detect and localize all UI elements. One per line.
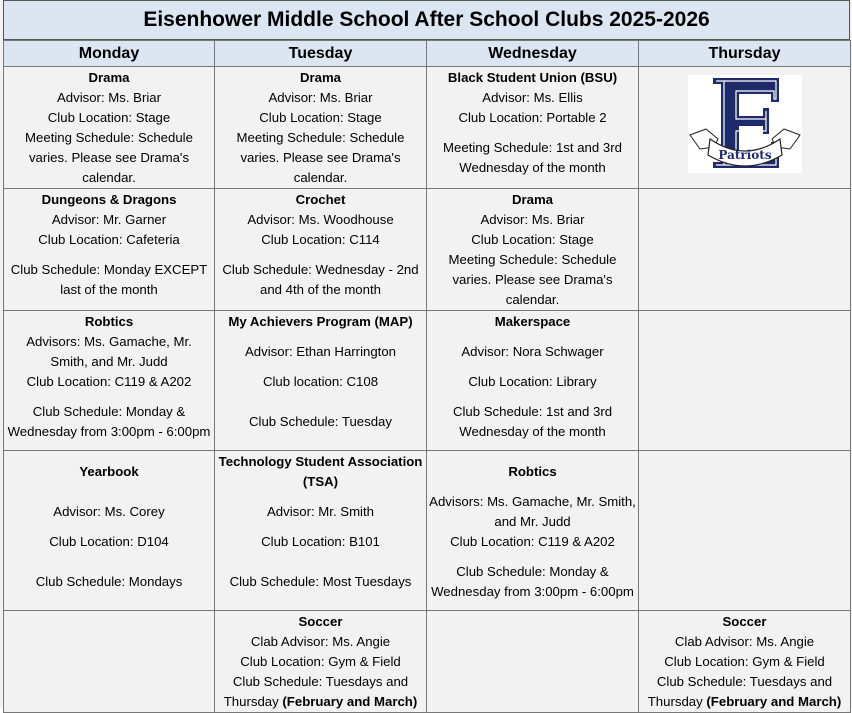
club-schedule: Meeting Schedule: Schedule varies. Please see Drama's calendar.	[448, 252, 617, 307]
club-location: Club Location: Portable 2	[458, 110, 607, 125]
club-name: Yearbook	[79, 464, 139, 479]
cell-thursday-logo[interactable]	[639, 67, 851, 189]
cell-empty[interactable]	[639, 311, 851, 451]
table-row	[4, 611, 851, 713]
sheet-title[interactable]: Eisenhower Middle School After School Clubs 2025-2026	[3, 0, 850, 40]
cell-monday-dnd[interactable]	[4, 189, 215, 311]
club-schedule-months: (February and March)	[706, 694, 842, 709]
table-row	[4, 311, 851, 451]
club-location: Club Location: Gym & Field	[240, 654, 401, 669]
club-location: Club Location: Stage	[47, 110, 171, 125]
club-name: Drama	[299, 70, 342, 85]
day-header-wednesday[interactable]: Wednesday	[427, 41, 639, 67]
patriots-logo	[688, 75, 802, 173]
club-name: Drama	[511, 192, 554, 207]
club-name: Makerspace	[494, 314, 571, 329]
club-advisor: Advisor: Mr. Smith	[267, 504, 374, 519]
club-schedule: Meeting Schedule: Schedule varies. Please see Drama's calendar.	[236, 130, 405, 185]
club-schedule: Club Schedule: Monday EXCEPT last of the month	[10, 262, 208, 297]
day-header-monday[interactable]: Monday	[4, 41, 215, 67]
club-name: Soccer	[722, 614, 767, 629]
club-advisor: Advisors: Ms. Gamache, Mr. Smith, and Mr. Judd	[26, 334, 192, 369]
club-schedule: Meeting Schedule: 1st and 3rd Wednesday of the month	[443, 140, 622, 175]
club-schedule: Club Schedule: Mondays	[35, 574, 183, 589]
club-advisor: Advisor: Ethan Harrington	[245, 344, 396, 359]
club-name: My Achievers Program (MAP)	[228, 314, 413, 329]
club-advisor: Advisor: Ms. Briar	[268, 90, 373, 105]
cell-tuesday-drama[interactable]	[215, 67, 427, 189]
cell-tuesday-map[interactable]	[215, 311, 427, 451]
club-name: Technology Student Association (TSA)	[218, 454, 423, 489]
clubs-table	[3, 40, 851, 713]
cell-wednesday-robtics[interactable]	[427, 451, 639, 611]
table-row	[4, 67, 851, 189]
club-advisor: Advisor: Ms. Corey	[53, 504, 165, 519]
cell-wednesday-makerspace[interactable]	[427, 311, 639, 451]
club-location: Club Location: D104	[49, 534, 169, 549]
club-advisor: Advisor: Ms. Ellis	[482, 90, 583, 105]
cell-tuesday-tsa[interactable]	[215, 451, 427, 611]
club-name: Drama	[88, 70, 130, 85]
club-advisor: Clab Advisor: Ms. Angie	[250, 634, 391, 649]
club-location: Club Location: Cafeteria	[38, 232, 180, 247]
club-schedule: Club Schedule: Most Tuesdays	[229, 574, 412, 589]
table-row	[4, 451, 851, 611]
cell-empty[interactable]	[639, 451, 851, 611]
club-advisor: Clab Advisor: Ms. Angie	[674, 634, 815, 649]
club-name: Crochet	[295, 192, 346, 207]
club-name: Robtics	[84, 314, 134, 329]
club-location: Club Location: Stage	[471, 232, 594, 247]
club-schedule: Club Schedule: Wednesday - 2nd and 4th of the month	[222, 262, 419, 297]
club-schedule: Club Schedule: Tuesdays and Thursday (February and March)	[647, 674, 842, 709]
patriots-e-logo-icon	[688, 75, 802, 173]
club-schedule: Club Schedule: Monday & Wednesday from 3:00pm - 6:00pm	[7, 404, 211, 439]
club-name: Black Student Union (BSU)	[447, 70, 618, 85]
club-location: Club Location: Library	[468, 374, 597, 389]
club-name: Robtics	[508, 464, 557, 479]
cell-monday-drama[interactable]	[4, 67, 215, 189]
cell-empty[interactable]	[427, 611, 639, 713]
club-location: Club Location: C114	[261, 232, 380, 247]
cell-wednesday-drama[interactable]	[427, 189, 639, 311]
day-header-row	[4, 41, 851, 67]
cell-empty[interactable]	[4, 611, 215, 713]
club-advisor: Advisor: Ms. Briar	[480, 212, 585, 227]
club-location: Club Location: B101	[261, 534, 380, 549]
club-advisor: Advisor: Mr. Garner	[51, 212, 167, 227]
club-location: Club location: C108	[262, 374, 379, 389]
club-schedule-months: (February and March)	[282, 694, 418, 709]
club-advisor: Advisor: Ms. Briar	[56, 90, 162, 105]
cell-monday-robtics[interactable]	[4, 311, 215, 451]
club-location: Club Location: Stage	[259, 110, 382, 125]
cell-wednesday-bsu[interactable]	[427, 67, 639, 189]
club-name: Dungeons & Dragons	[41, 192, 177, 207]
club-name: Soccer	[298, 614, 343, 629]
cell-tuesday-soccer[interactable]	[215, 611, 427, 713]
cell-tuesday-crochet[interactable]	[215, 189, 427, 311]
club-location: Club Location: C119 & A202	[26, 374, 192, 389]
club-schedule: Club Schedule: Tuesdays and Thursday (February and March)	[223, 674, 418, 709]
club-schedule: Club Schedule: 1st and 3rd Wednesday of the month	[452, 404, 613, 439]
club-location: Club Location: C119 & A202	[450, 534, 615, 549]
table-row	[4, 189, 851, 311]
club-schedule: Club Schedule: Monday & Wednesday from 3:00pm - 6:00pm	[431, 564, 634, 599]
cell-thursday-soccer[interactable]	[639, 611, 851, 713]
club-advisor: Advisor: Ms. Woodhouse	[247, 212, 394, 227]
club-schedule: Club Schedule: Tuesday	[249, 414, 392, 429]
club-schedule: Meeting Schedule: Schedule varies. Please see Drama's calendar.	[25, 130, 193, 185]
cell-monday-yearbook[interactable]	[4, 451, 215, 611]
day-header-thursday[interactable]: Thursday	[639, 41, 851, 67]
club-advisor: Advisors: Ms. Gamache, Mr. Smith, and Mr. Judd	[429, 494, 636, 529]
logo-banner-text: Patriots	[717, 148, 772, 162]
club-advisor: Advisor: Nora Schwager	[461, 344, 604, 359]
club-location: Club Location: Gym & Field	[664, 654, 825, 669]
cell-empty[interactable]	[639, 189, 851, 311]
day-header-tuesday[interactable]: Tuesday	[215, 41, 427, 67]
